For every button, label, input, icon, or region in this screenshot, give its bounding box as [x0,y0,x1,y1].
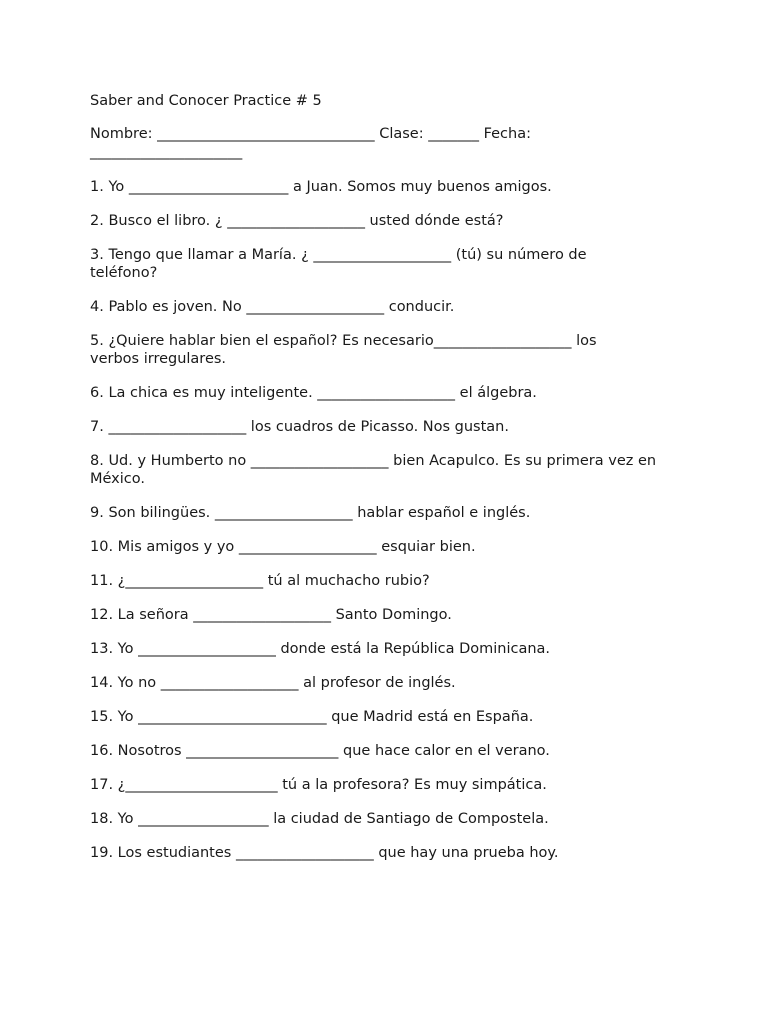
worksheet-title: Saber and Conocer Practice # 5 [90,93,322,109]
question-7: 7. ___________________ los cuadros de Picasso. Nos gustan. [90,419,509,435]
question-15: 15. Yo __________________________ que Madrid está en España. [90,709,534,725]
header-date-blank: _____________________ [90,144,243,160]
question-5: 5. ¿Quiere hablar bien el español? Es necesario___________________ los verbos irregulares. [90,333,597,367]
question-10: 10. Mis amigos y yo ___________________ esquiar bien. [90,539,476,555]
worksheet-page [90,92,690,878]
question-14: 14. Yo no ___________________ al profesor de inglés. [90,675,456,691]
question-4: 4. Pablo es joven. No ___________________ conducir. [90,299,455,315]
question-3: 3. Tengo que llamar a María. ¿ ___________________ (tú) su número de teléfono? [90,247,587,281]
question-19: 19. Los estudiantes ___________________ que hay una prueba hoy. [90,845,559,861]
question-6: 6. La chica es muy inteligente. ___________________ el álgebra. [90,385,537,401]
question-8: 8. Ud. y Humberto no ___________________ bien Acapulco. Es su primera vez en México. [90,453,657,487]
question-1: 1. Yo ______________________ a Juan. Somos muy buenos amigos. [90,179,552,195]
question-13: 13. Yo ___________________ donde está la República Dominicana. [90,641,551,657]
question-9: 9. Son bilingües. ___________________ hablar español e inglés. [90,505,531,521]
question-12: 12. La señora ___________________ Santo Domingo. [90,607,452,623]
question-16: 16. Nosotros _____________________ que hace calor en el verano. [90,743,550,759]
question-17: 17. ¿_____________________ tú a la profesora? Es muy simpática. [90,777,547,793]
header-name-class-date: Nombre: ______________________________ Clase: _______ Fecha: [90,126,531,142]
question-18: 18. Yo __________________ la ciudad de Santiago de Compostela. [90,811,549,827]
question-11: 11. ¿___________________ tú al muchacho rubio? [90,573,430,589]
question-2: 2. Busco el libro. ¿ ___________________ usted dónde está? [90,213,504,229]
